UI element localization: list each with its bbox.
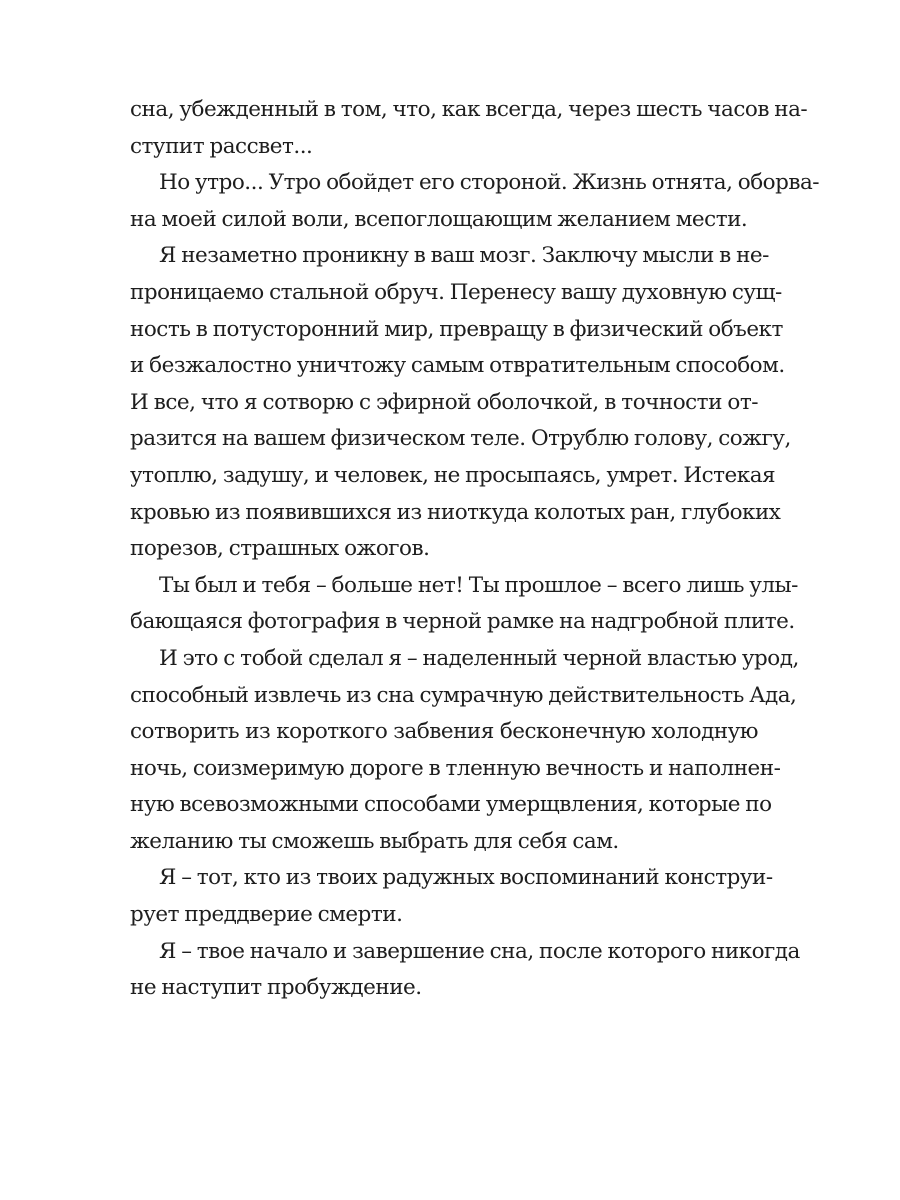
text-line: Я незаметно проникну в ваш мозг. Заключу мысли в не- bbox=[159, 243, 769, 269]
text-line: не наступит пробуждение. bbox=[130, 975, 422, 1001]
text-line: Я – тот, кто из твоих радужных воспоминаний конструи- bbox=[159, 865, 773, 891]
text-line: Ты был и тебя – больше нет! Ты прошлое – всего лишь улы- bbox=[159, 572, 798, 598]
text-line: ступит рассвет... bbox=[130, 133, 313, 159]
text-line: на моей силой воли, всепоглощающим желанием мести. bbox=[130, 206, 748, 232]
text-line: сотворить из короткого забвения бесконечную холодную bbox=[130, 719, 758, 745]
text-line: Я – твое начало и завершение сна, после которого никогда bbox=[159, 938, 800, 964]
text-line: ночь, соизмеримую дороге в тленную вечность и наполнен- bbox=[130, 755, 781, 781]
text-line: разится на вашем физическом теле. Отрублю голову, сожгу, bbox=[130, 426, 791, 452]
text-line: кровью из появившихся из ниоткуда колотых ран, глубоких bbox=[130, 499, 781, 525]
paragraph-1 bbox=[130, 92, 808, 165]
text-line: И все, что я сотворю с эфирной оболочкой, в точности от- bbox=[130, 389, 758, 415]
text-line: способный извлечь из сна сумрачную действительность Ада, bbox=[130, 682, 797, 708]
text-line: бающаяся фотография в черной рамке на надгробной плите. bbox=[130, 609, 795, 635]
paragraph-2 bbox=[130, 165, 820, 238]
text-line: ность в потусторонний мир, превращу в физический объект bbox=[130, 316, 783, 342]
paragraph-7 bbox=[130, 934, 800, 1007]
paragraph-6 bbox=[130, 860, 773, 933]
text-line: проницаемо стальной обруч. Перенесу вашу духовную сущ- bbox=[130, 279, 782, 305]
paragraph-3 bbox=[130, 238, 791, 567]
text-line: сна, убежденный в том, что, как всегда, через шесть часов на- bbox=[130, 97, 808, 122]
text-line: порезов, страшных ожогов. bbox=[130, 536, 430, 562]
text-line: И это с тобой сделал я – наделенный черной властью урод, bbox=[159, 645, 799, 671]
text-line: ную всевозможными способами умерщвления, которые по bbox=[130, 792, 772, 818]
text-line: желанию ты сможешь выбрать для себя сам. bbox=[130, 828, 619, 854]
text-line: Но утро... Утро обойдет его стороной. Жизнь отнята, оборва- bbox=[159, 170, 820, 196]
text-line: рует преддверие смерти. bbox=[130, 902, 403, 928]
text-line: и безжалостно уничтожу самым отвратительным способом. bbox=[130, 353, 785, 379]
body-text bbox=[130, 92, 820, 1007]
paragraph-4 bbox=[130, 568, 798, 641]
paragraph-5 bbox=[130, 641, 799, 861]
text-line: утоплю, задушу, и человек, не просыпаясь, умрет. Истекая bbox=[130, 462, 776, 488]
